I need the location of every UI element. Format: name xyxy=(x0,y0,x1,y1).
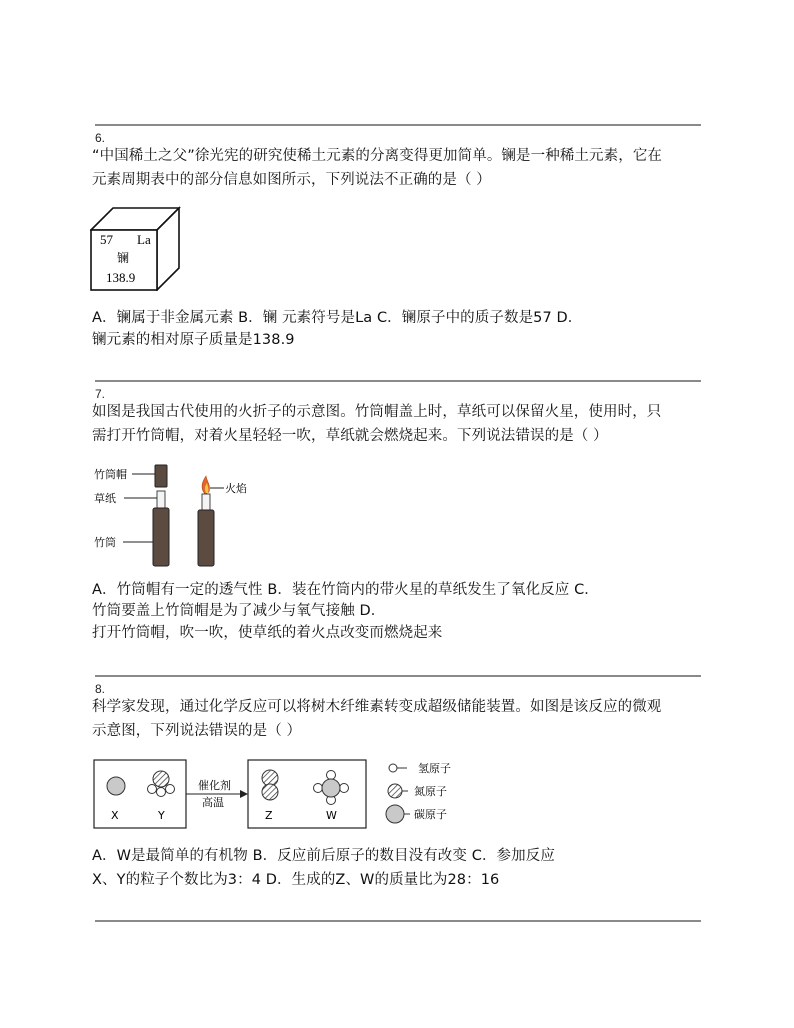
question-6-stem-line2: 元素周期表中的部分信息如图所示，下列说法不正确的是（ ） xyxy=(92,172,491,188)
atomic-number: 57 xyxy=(100,232,113,247)
section-divider-bottom xyxy=(95,920,701,922)
legend-hydrogen: 氢原子 xyxy=(418,762,451,775)
flame-label: 火焰 xyxy=(225,482,247,495)
question-7-options-line1: A．竹筒帽有一定的透气性 B．装在竹筒内的带火星的草纸发生了氧化反应 C． xyxy=(92,582,599,598)
cap-label: 竹筒帽 xyxy=(94,468,127,481)
section-divider-q8 xyxy=(95,675,701,677)
question-7-stem-line1: 如图是我国古代使用的火折子的示意图。竹筒帽盖上时，草纸可以保留火星，使用时，只 xyxy=(92,404,662,420)
question-6-options-line2: 镧元素的相对原子质量是138.9 xyxy=(92,332,295,348)
legend-carbon: 碳原子 xyxy=(414,808,447,821)
z-label: Z xyxy=(265,809,273,822)
question-8-options-line1: A．W是最简单的有机物 B．反应前后原子的数目没有改变 C．参加反应 xyxy=(92,848,555,864)
section-divider-q7 xyxy=(95,380,701,382)
section-divider-top xyxy=(95,124,701,126)
tube-label: 竹筒 xyxy=(94,536,116,549)
question-6-stem-line1: “中国稀土之父”徐光宪的研究使稀土元素的分离变得更加简单。镧是一种稀土元素，它在 xyxy=(92,148,663,164)
question-8-stem-line1: 科学家发现，通过化学反应可以将树木纤维素转变成超级储能装置。如图是该反应的微观 xyxy=(92,699,662,715)
element-symbol: La xyxy=(137,232,151,247)
y-label: Y xyxy=(158,809,165,822)
question-8-options-line2: X、Y的粒子个数比为3：4 D．生成的Z、W的质量比为28：16 xyxy=(92,872,500,888)
legend-nitrogen: 氮原子 xyxy=(414,785,447,798)
question-7-options-line3: 打开竹筒帽，吹一吹，使草纸的着火点改变而燃烧起来 xyxy=(92,625,443,641)
x-label: X xyxy=(111,809,119,822)
condition-temperature: 高温 xyxy=(202,796,224,809)
fire-starter-diagram xyxy=(92,460,272,570)
question-7-number: 7. xyxy=(95,387,106,401)
element-name: 镧 xyxy=(117,251,130,265)
condition-catalyst: 催化剂 xyxy=(198,779,231,792)
question-7-options-line2: 竹筒要盖上竹筒帽是为了减少与氧气接触 D． xyxy=(92,603,386,619)
question-7-stem-line2: 需打开竹筒帽，对着火星轻轻一吹，草纸就会燃烧起来。下列说法错误的是（ ） xyxy=(92,428,608,444)
lanthanum-element-card xyxy=(90,206,184,291)
question-8-number: 8. xyxy=(95,682,106,696)
paper-label: 草纸 xyxy=(94,492,116,505)
question-6-options-line1: A．镧属于非金属元素 B．镧 元素符号是La C．镧原子中的质子数是57 D． xyxy=(92,310,583,326)
question-8-stem-line2: 示意图，下列说法错误的是（ ） xyxy=(92,723,302,739)
atomic-mass: 138.9 xyxy=(106,270,136,285)
reaction-micro-diagram xyxy=(92,756,472,832)
question-6-number: 6. xyxy=(95,131,106,145)
w-label: W xyxy=(326,809,337,822)
